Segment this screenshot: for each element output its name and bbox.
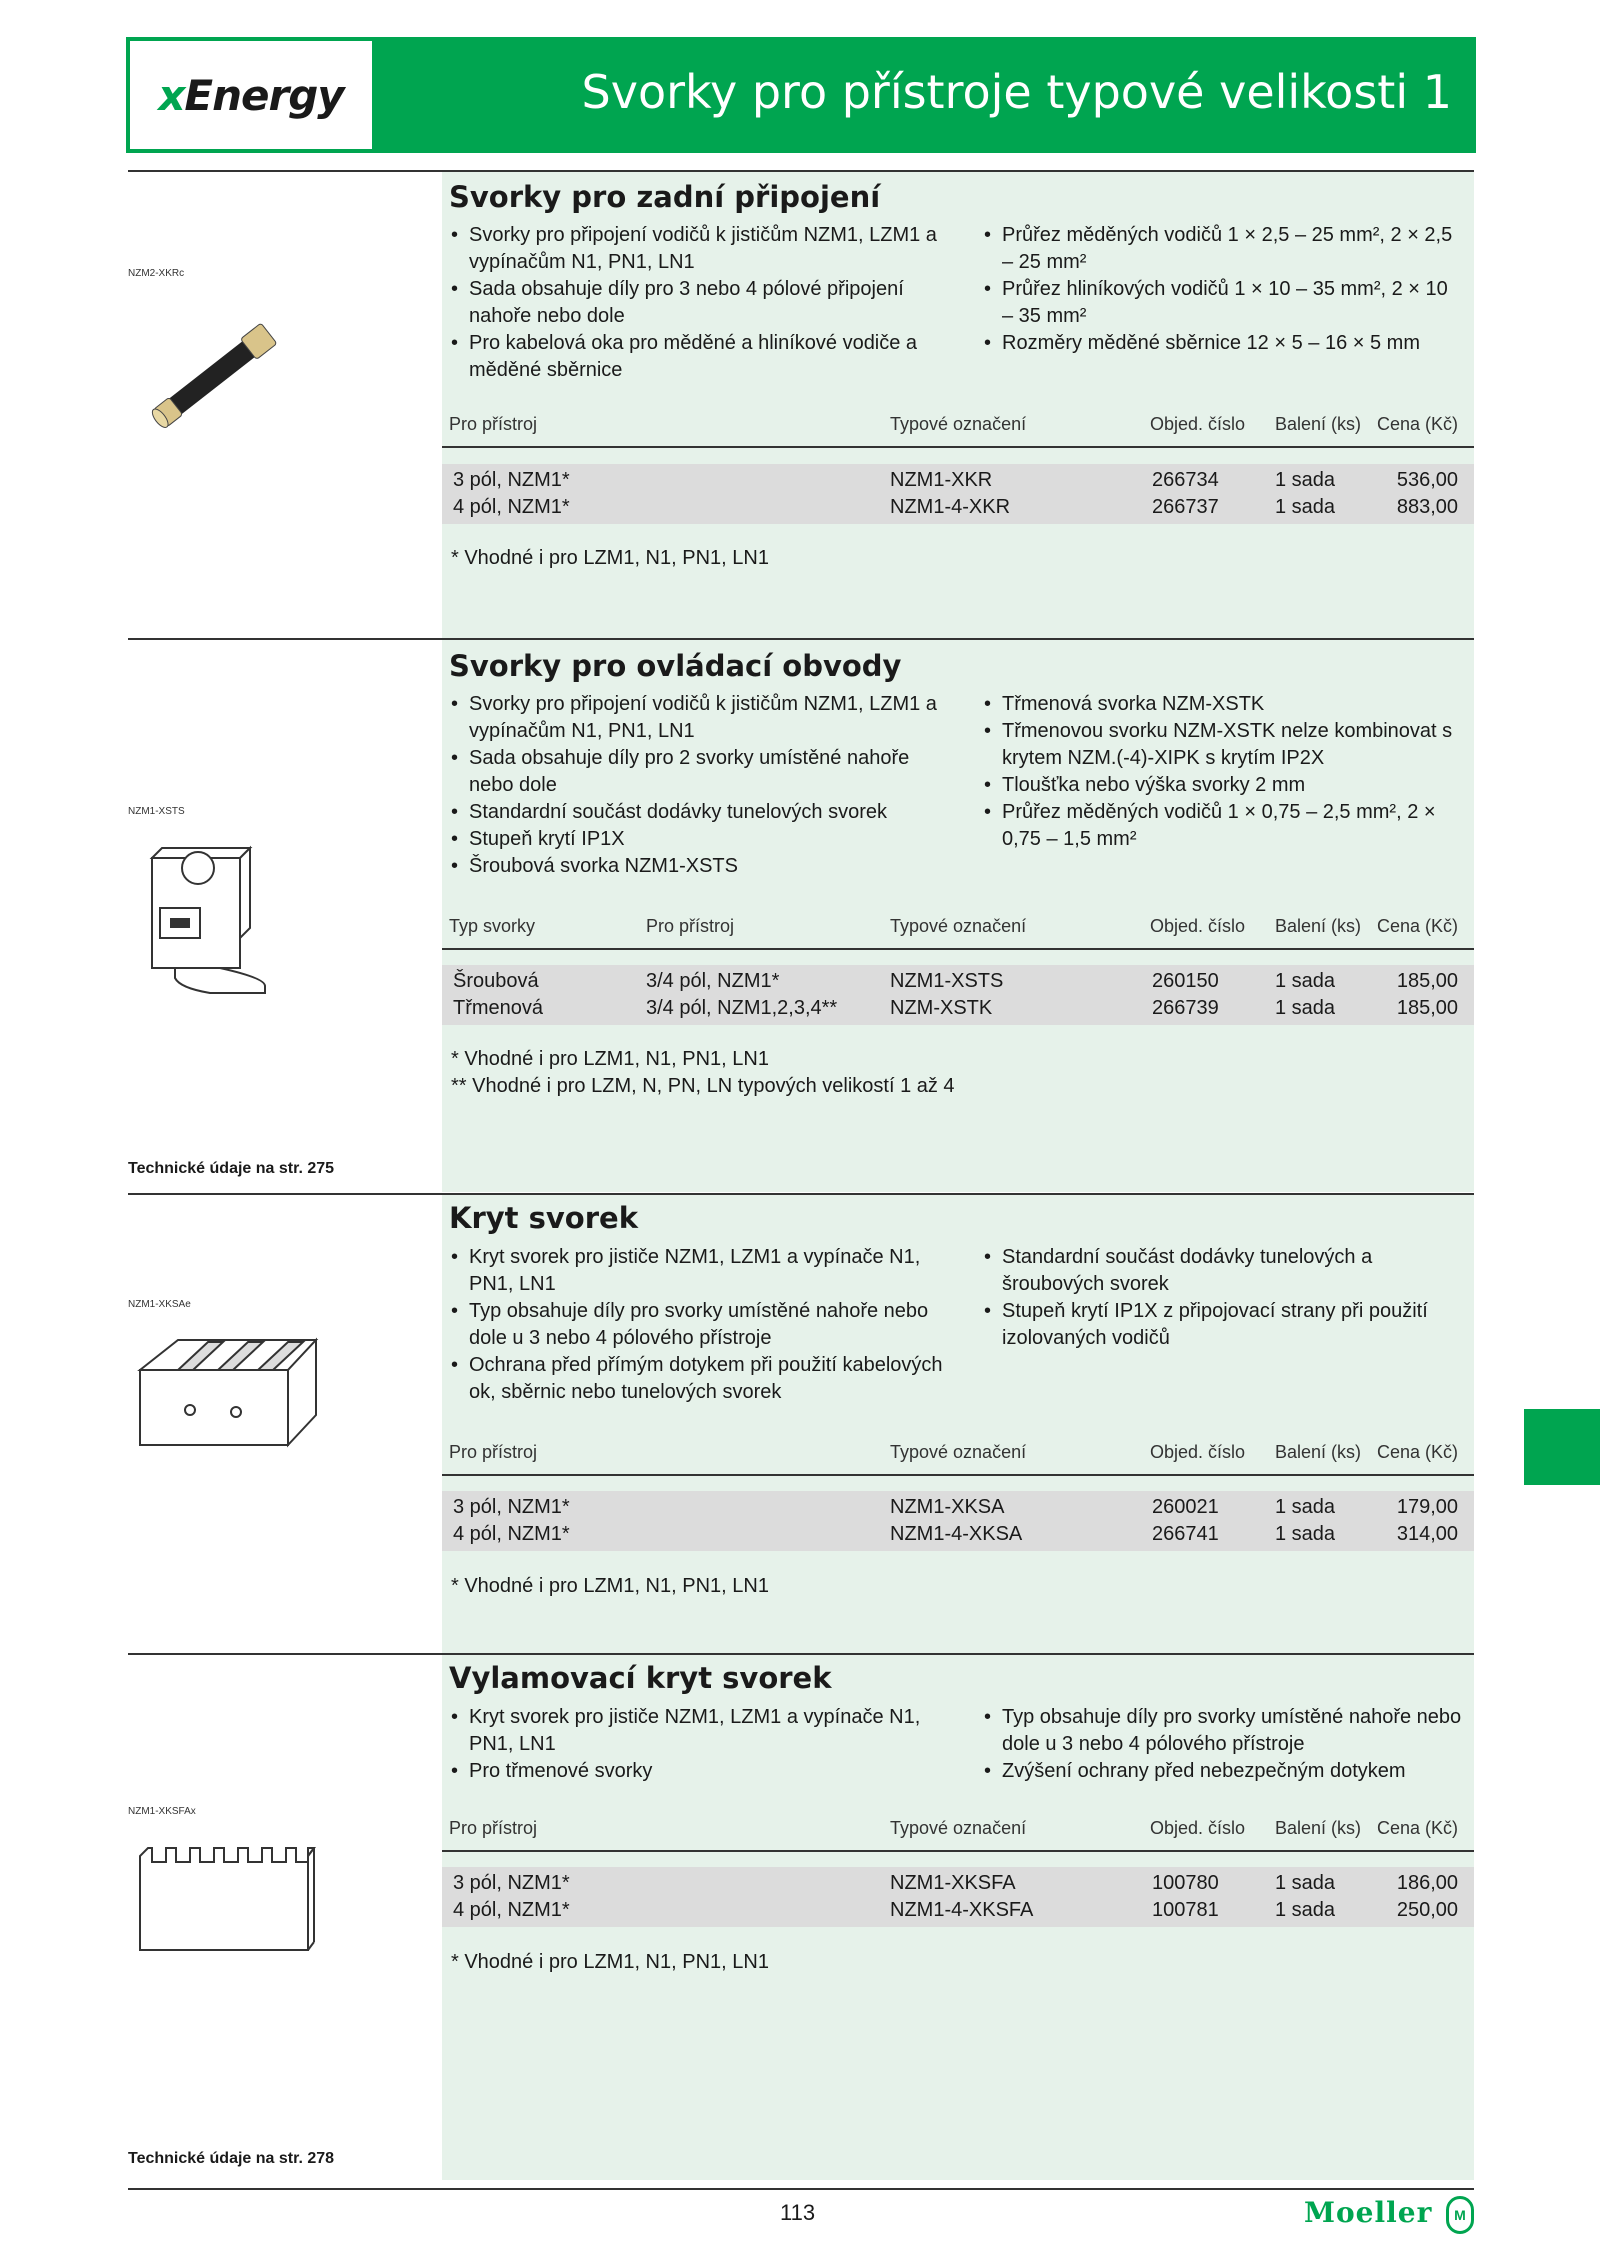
footnote: * Vhodné i pro LZM1, N1, PN1, LN1 [451,1048,769,1070]
section-title: Kryt svorek [449,1201,638,1235]
feature-item: • Standardní součást dodávky tunelových svorek [449,799,949,826]
table-body [442,965,1474,1025]
table-cell: 3/4 pól, NZM1,2,3,4** [646,997,838,1019]
feature-item: • Svorky pro připojení vodičů k jističům NZM1, LZM1 a vypínačům N1, PN1, LN1 [449,222,949,276]
column-header: Cena (Kč) [1376,1442,1458,1462]
table-cell: 100781 [1152,1899,1219,1921]
technical-data-reference: Technické údaje na str. 275 [128,1160,335,1177]
column-header: Typ svorky [449,916,536,936]
table-row [442,1870,1474,1897]
feature-list-left [449,691,949,880]
table-cell: NZM1-4-XKR [890,496,1011,518]
feature-item: • Typ obsahuje díly pro svorky umístěné nahoře nebo dole u 3 nebo 4 pólového přístroje [982,1704,1462,1758]
feature-item: • Tloušťka nebo výška svorky 2 mm [982,772,1462,799]
feature-item: • Kryt svorek pro jističe NZM1, LZM1 a vypínače N1, PN1, LN1 [449,1244,949,1298]
column-header: Pro přístroj [449,1442,538,1462]
table-cell: 260150 [1152,970,1219,992]
column-header: Pro přístroj [646,916,735,936]
column-header: Balení (ks) [1275,1818,1362,1838]
feature-item: • Šroubová svorka NZM1-XSTS [449,853,949,880]
column-header: Objed. číslo [1150,1818,1246,1838]
column-header: Balení (ks) [1275,414,1362,434]
table-row [442,1521,1474,1548]
table-cell: 536,00 [1396,469,1458,491]
table-cell: 1 sada [1275,1496,1336,1518]
feature-item: • Rozměry měděné sběrnice 12 × 5 – 16 × 5 mm [982,330,1462,357]
table-cell: 266737 [1152,496,1219,518]
table-cell: 185,00 [1396,997,1458,1019]
feature-item: • Typ obsahuje díly pro svorky umístěné nahoře nebo dole u 3 nebo 4 pólového přístroje [449,1298,949,1352]
column-header: Typové označení [890,1442,1027,1462]
table-cell: 3/4 pól, NZM1* [646,970,780,992]
xenergy-logo-text: xEnergy [158,70,344,120]
feature-item: • Kryt svorek pro jističe NZM1, LZM1 a vypínače N1, PN1, LN1 [449,1704,949,1758]
table-header [442,1430,1474,1476]
table-row [442,968,1474,995]
feature-item: • Třmenová svorka NZM-XSTK [982,691,1462,718]
column-header: Pro přístroj [449,414,538,434]
table-row [442,494,1474,521]
column-header: Cena (Kč) [1376,1818,1458,1838]
footnote: ** Vhodné i pro LZM, N, PN, LN typových velikostí 1 až 4 [451,1075,955,1097]
feature-item: • Standardní součást dodávky tunelových a šroubových svorek [982,1244,1462,1298]
table-cell: Šroubová [453,970,539,992]
section-title: Svorky pro zadní připojení [449,180,881,214]
feature-list-left [449,222,949,384]
table-cell: NZM1-4-XKSFA [890,1899,1034,1921]
table-cell: 1 sada [1275,469,1336,491]
feature-item: • Průřez hliníkových vodičů 1 × 10 – 35 mm², 2 × 10 – 35 mm² [982,276,1462,330]
feature-list-right [982,222,1462,357]
table-cell: 185,00 [1396,970,1458,992]
feature-item: • Sada obsahuje díly pro 2 svorky umístěné nahoře nebo dole [449,745,949,799]
section-title: Vylamovací kryt svorek [449,1661,832,1695]
feature-item: • Třmenovou svorku NZM-XSTK nelze kombinovat s krytem NZM.(-4)-XIPK s krytím IP2X [982,718,1462,772]
feature-item: • Zvýšení ochrany před nebezpečným dotykem [982,1758,1462,1785]
feature-list-right [982,1244,1462,1352]
table-cell: 4 pól, NZM1* [453,1523,570,1545]
column-header: Objed. číslo [1150,414,1246,434]
table-cell: 250,00 [1396,1899,1458,1921]
rear-terminal-illustration [148,322,278,432]
table-cell: 266739 [1152,997,1219,1019]
column-header: Objed. číslo [1150,1442,1246,1462]
feature-list-right [982,1704,1462,1785]
moeller-logo: Moeller [1304,2196,1433,2229]
feature-item: • Sada obsahuje díly pro 3 nebo 4 pólové připojení nahoře nebo dole [449,276,949,330]
footnote: * Vhodné i pro LZM1, N1, PN1, LN1 [451,547,769,569]
product-image-label: NZM1-XKSFAx [128,1806,196,1817]
table-cell: 266734 [1152,469,1219,491]
footnote: * Vhodné i pro LZM1, N1, PN1, LN1 [451,1575,769,1597]
table-cell: 1 sada [1275,997,1336,1019]
table-row [442,467,1474,494]
footer-divider [128,2188,1474,2190]
table-cell: NZM1-XKSFA [890,1872,1016,1894]
terminal-cover-illustration [138,1330,318,1450]
table-cell: NZM-XSTK [890,997,993,1019]
column-header: Cena (Kč) [1376,414,1458,434]
table-cell: 1 sada [1275,1872,1336,1894]
table-cell: 1 sada [1275,970,1336,992]
feature-item: • Ochrana před přímým dotykem při použití kabelových ok, sběrnic nebo tunelových svorek [449,1352,949,1406]
table-cell: 4 pól, NZM1* [453,1899,570,1921]
column-header: Typové označení [890,916,1027,936]
table-body [442,1867,1474,1927]
table-cell: Třmenová [453,997,544,1019]
table-cell: 3 pól, NZM1* [453,1872,570,1894]
table-cell: 3 pól, NZM1* [453,1496,570,1518]
table-cell: 1 sada [1275,496,1336,518]
table-header [442,402,1474,448]
table-cell: NZM1-XSTS [890,970,1004,992]
table-cell: 100780 [1152,1872,1219,1894]
column-header: Typové označení [890,414,1027,434]
table-body [442,1491,1474,1551]
feature-item: • Stupeň krytí IP1X [449,826,949,853]
feature-item: • Svorky pro připojení vodičů k jističům NZM1, LZM1 a vypínačům N1, PN1, LN1 [449,691,949,745]
table-cell: 314,00 [1396,1523,1458,1545]
table-row [442,1494,1474,1521]
page-number: 113 [780,2200,816,2225]
table-cell: 186,00 [1396,1872,1458,1894]
table-cell: 3 pól, NZM1* [453,469,570,491]
feature-item: • Průřez měděných vodičů 1 × 0,75 – 2,5 mm², 2 × 0,75 – 1,5 mm² [982,799,1462,853]
table-body [442,464,1474,524]
page-header [126,37,1476,153]
table-cell: 883,00 [1396,496,1458,518]
table-row [442,1897,1474,1924]
column-header: Objed. číslo [1150,916,1246,936]
technical-data-reference: Technické údaje na str. 278 [128,2150,335,2167]
feature-list-left [449,1704,949,1785]
feature-list-left [449,1244,949,1406]
feature-item: • Stupeň krytí IP1X z připojovací strany při použití izolovaných vodičů [982,1298,1462,1352]
column-header: Balení (ks) [1275,916,1362,936]
product-image-label: NZM1-XSTS [128,806,185,817]
feature-item: • Pro kabelová oka pro měděné a hliníkové vodiče a měděné sběrnice [449,330,949,384]
table-cell: 260021 [1152,1496,1219,1518]
table-cell: 4 pól, NZM1* [453,496,570,518]
column-header: Balení (ks) [1275,1442,1362,1462]
table-cell: NZM1-XKR [890,469,993,491]
table-cell: NZM1-4-XKSA [890,1523,1023,1545]
table-cell: 179,00 [1396,1496,1458,1518]
product-image-label: NZM2-XKRc [128,268,185,279]
control-terminal-illustration [140,838,270,998]
column-header: Typové označení [890,1818,1027,1838]
footnote: * Vhodné i pro LZM1, N1, PN1, LN1 [451,1951,769,1973]
table-cell: 1 sada [1275,1523,1336,1545]
section-title: Svorky pro ovládací obvody [449,649,902,683]
moeller-logo-mark: M [1446,2196,1474,2234]
xenergy-logo [130,41,372,149]
table-row [442,995,1474,1022]
table-cell: 1 sada [1275,1899,1336,1921]
column-header: Pro přístroj [449,1818,538,1838]
feature-list-right [982,691,1462,853]
table-cell: 266741 [1152,1523,1219,1545]
table-header [442,1806,1474,1852]
product-image-label: NZM1-XKSAe [128,1299,191,1310]
feature-item: • Průřez měděných vodičů 1 × 2,5 – 25 mm², 2 × 2,5 – 25 mm² [982,222,1462,276]
feature-item: • Pro třmenové svorky [449,1758,949,1785]
chapter-tab [1524,1409,1600,1485]
column-header: Cena (Kč) [1376,916,1458,936]
table-cell: NZM1-XKSA [890,1496,1005,1518]
page-title: Svorky pro přístroje typové velikosti 1 [581,65,1452,119]
breakout-cover-illustration [138,1842,318,1952]
table-header [442,904,1474,950]
